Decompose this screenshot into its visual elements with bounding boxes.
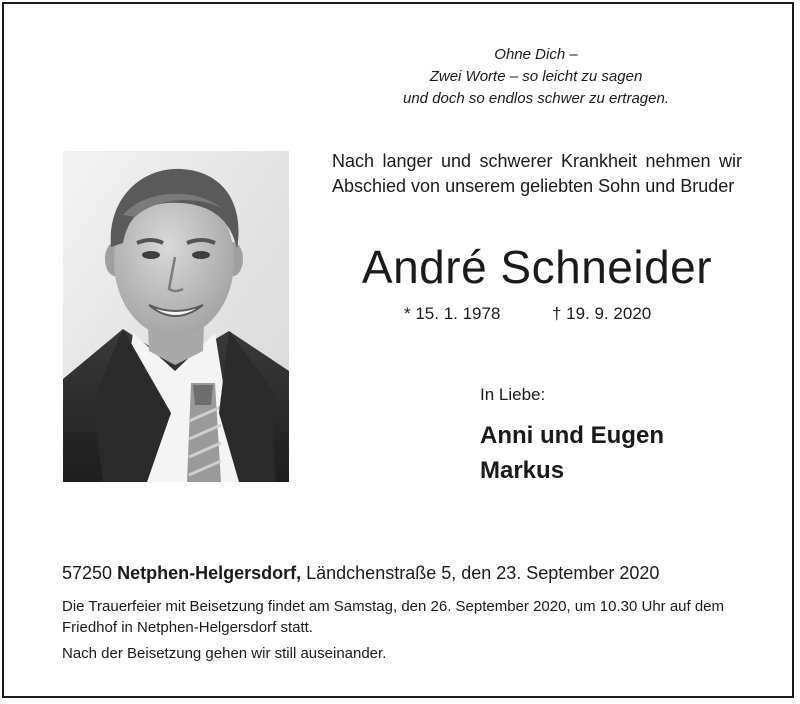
intro-text: Nach langer und schwerer Krankheit nehmen wir Abschied von unserem geliebten Sohn und Bruder: [332, 151, 742, 196]
death-date: † 19. 9. 2020: [552, 304, 652, 323]
service-details: Die Trauerfeier mit Beisetzung findet am Samstag, den 26. September 2020, um 10.30 Uhr auf dem Friedhof in Netphen-Helgersdorf statt.: [62, 598, 725, 636]
address-line: [62, 560, 659, 586]
mourner-names: [480, 418, 664, 488]
mourner-names-line-2: Markus: [480, 457, 565, 484]
postcode: 57250: [62, 563, 113, 583]
memorial-verse: [330, 44, 742, 110]
verse-line-2: Zwei Worte – so leicht zu sagen: [429, 68, 643, 85]
verse-line-1: Ohne Dich –: [494, 46, 578, 63]
city: Netphen-Helgersdorf,: [117, 563, 302, 583]
mourner-names-line-1: Anni und Eugen: [480, 422, 664, 449]
in-love-label: In Liebe:: [480, 385, 546, 404]
deceased-name: André Schneider: [361, 241, 713, 293]
verse-line-3: und doch so endlos schwer zu ertragen.: [403, 90, 669, 107]
street-and-date: Ländchenstraße 5, den 23. September 2020: [306, 563, 660, 583]
after-service-note: Nach der Beisetzung gehen wir still auseinander.: [62, 645, 387, 662]
portrait-illustration: [63, 151, 289, 482]
portrait-photo: [63, 151, 289, 482]
birth-date: * 15. 1. 1978: [404, 304, 501, 323]
